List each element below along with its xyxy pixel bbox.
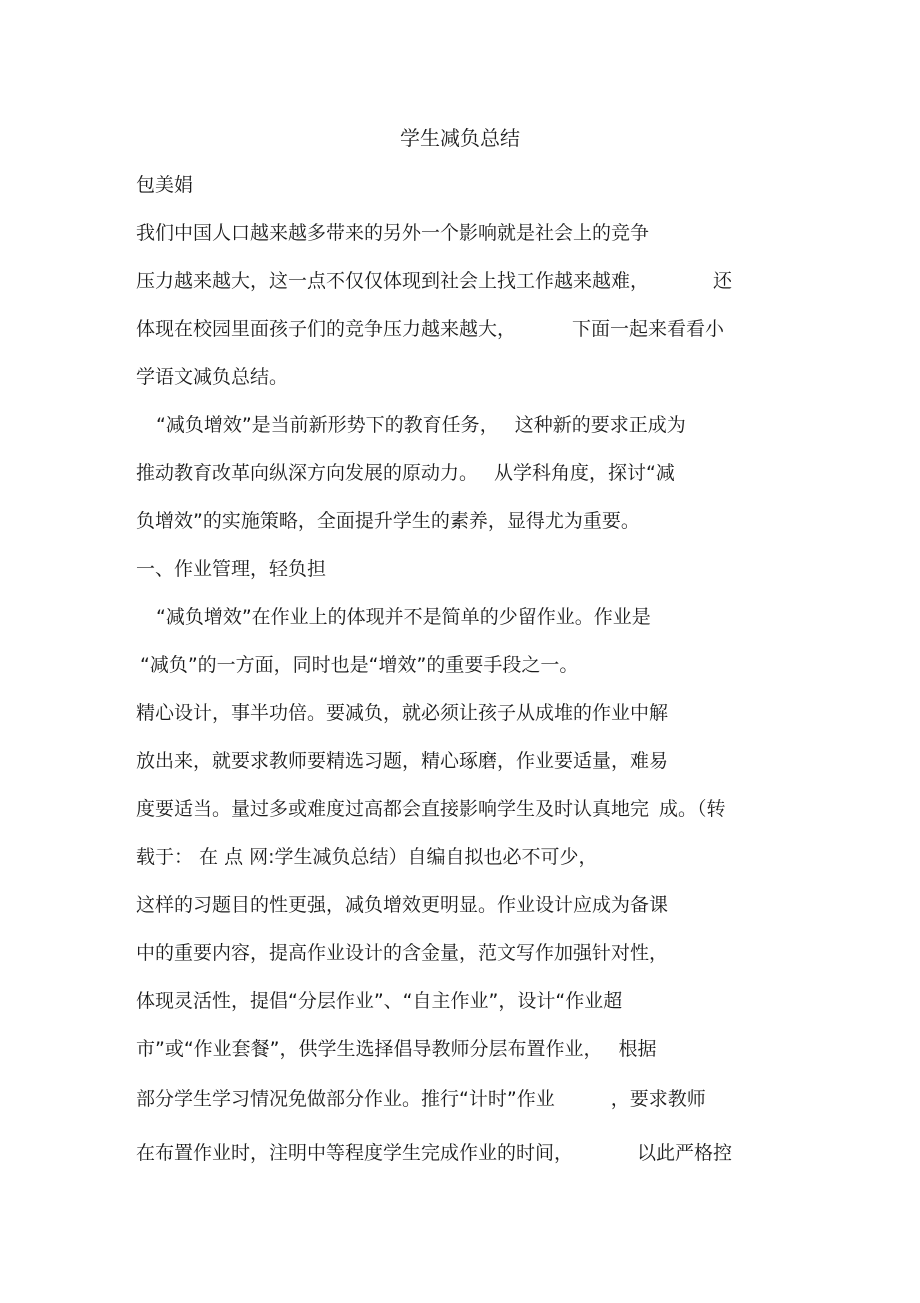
- line-segment: 推动教育改革向纵深方向发展的原动力。: [136, 462, 479, 484]
- line-segment: 从学科角度，探讨“减: [494, 462, 675, 484]
- line-segment: “减负增效”是当前新形势下的教育任务，: [156, 414, 499, 436]
- line-segment: 以此严格控: [637, 1142, 733, 1164]
- line-segment: 下面一起来看看小: [572, 318, 725, 340]
- paragraph-line-7: 负增效”的实施策略，全面提升学生的素养，显得尤为重要。: [136, 510, 640, 532]
- line-segment: 根据: [618, 1038, 657, 1060]
- paragraph-line-12: 放出来，就要求教师要精选习题，精心琢磨，作业要适量，难易: [136, 750, 669, 772]
- line-segment: ，要求教师: [610, 1088, 706, 1110]
- paragraph-line-14: 载于： 在 点 网:学生减负总结）自编自拟也必不可少，: [136, 846, 598, 868]
- paragraph-line-5: [156, 412, 686, 438]
- paragraph-line-6: [136, 460, 675, 486]
- paragraph-line-20: [136, 1140, 732, 1166]
- paragraph-line-11: 精心设计，事半功倍。要减负，就必须让孩子从成堆的作业中解: [136, 702, 669, 724]
- paragraph-line-16: 中的重要内容，提高作业设计的含金量，范文写作加强针对性，: [136, 942, 669, 964]
- paragraph-line-10: “减负”的一方面，同时也是“增效”的重要手段之一。: [140, 654, 579, 676]
- line-segment: 这种新的要求正成为: [514, 414, 686, 436]
- paragraph-line-3: [136, 316, 724, 342]
- document-title: 学生减负总结: [400, 126, 520, 150]
- line-segment: 部分学生学习情况免做部分作业。推行“计时”作业: [136, 1088, 555, 1110]
- line-segment: 压力越来越大，这一点不仅仅体现到社会上找工作越来越难，: [136, 270, 650, 292]
- paragraph-line-9: “减负增效”在作业上的体现并不是简单的少留作业。作业是: [156, 606, 651, 628]
- line-segment: 市”或“作业套餐”，供学生选择倡导教师分层布置作业，: [136, 1038, 603, 1060]
- section-heading: 一、作业管理，轻负担: [136, 558, 327, 580]
- paragraph-line-13: [136, 796, 726, 822]
- paragraph-line-1: 我们中国人口越来越多带来的另外一个影响就是社会上的竞争: [136, 222, 650, 244]
- paragraph-line-17: 体现灵活性，提倡“分层作业”、“自主作业”，设计“作业超: [136, 990, 623, 1012]
- line-segment: 度要适当。量过多或难度过高都会直接影响学生及时认真地完: [136, 798, 650, 820]
- line-segment: 体现在校园里面孩子们的竞争压力越来越大，: [136, 318, 517, 340]
- paragraph-line-18: [136, 1036, 657, 1062]
- paragraph-line-4: 学语文减负总结。: [136, 366, 289, 388]
- paragraph-line-2: [136, 268, 732, 294]
- line-segment: 在布置作业时，注明中等程度学生完成作业的时间，: [136, 1142, 574, 1164]
- line-segment: 还: [713, 270, 733, 292]
- line-segment: 成。（转: [659, 798, 726, 820]
- paragraph-line-15: 这样的习题目的性更强，减负增效更明显。作业设计应成为备课: [136, 894, 669, 916]
- paragraph-line-19: [136, 1086, 706, 1112]
- author-name: 包美娟: [136, 174, 194, 196]
